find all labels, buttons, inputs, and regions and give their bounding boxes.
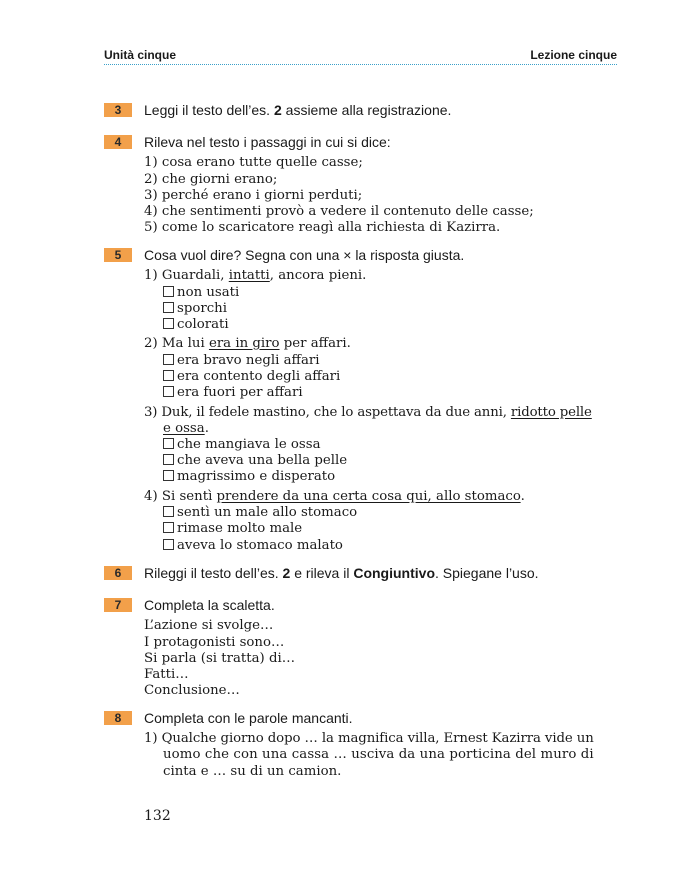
answer-option[interactable]: colorati (163, 317, 229, 333)
question-1: 1) Guardali, intatti, ancora pieni. (144, 268, 367, 283)
exercise-4-number: 4 (104, 135, 132, 149)
checkbox[interactable] (163, 370, 174, 381)
question-3: 3) Duk, il fedele mastino, che lo aspettava da due anni, ridotto pelle (144, 405, 592, 420)
answer-option[interactable]: che aveva una bella pelle (163, 453, 347, 469)
answer-option[interactable]: era bravo negli affari (163, 353, 320, 369)
answer-option[interactable]: aveva lo stomaco malato (163, 538, 343, 554)
exercise-3-number: 3 (104, 103, 132, 117)
answer-option[interactable]: rimase molto male (163, 521, 302, 537)
exercise-6-instruction: Rileggi il testo dell’es. 2 e rileva il Congiuntivo. Spiegane l’uso. (144, 565, 539, 581)
checkbox[interactable] (163, 522, 174, 533)
exercise-5-instruction: Cosa vuol dire? Segna con una × la risposta giusta. (144, 247, 465, 263)
outline-item: Si parla (si tratta) di… (144, 651, 295, 666)
answer-option[interactable]: magrissimo e disperato (163, 469, 335, 485)
checkbox[interactable] (163, 354, 174, 365)
checkbox[interactable] (163, 506, 174, 517)
answer-option[interactable]: sentì un male allo stomaco (163, 505, 357, 521)
exercise-6-number: 6 (104, 566, 132, 580)
exercise-4-instruction: Rileva nel testo i passaggi in cui si dice: (144, 134, 391, 150)
exercise-3-instruction: Leggi il testo dell’es. 2 assieme alla registrazione. (144, 102, 452, 118)
exercise-7-number: 7 (104, 598, 132, 612)
cloze-line: uomo che con una cassa … usciva da una porticina del muro di (163, 747, 594, 762)
exercise-4-item: 2) che giorni erano; (144, 172, 278, 187)
checkbox[interactable] (163, 386, 174, 397)
unit-title: Unità cinque (104, 48, 177, 62)
outline-item: I protagonisti sono… (144, 635, 285, 650)
checkbox[interactable] (163, 302, 174, 313)
exercise-4-item: 4) che sentimenti provò a vedere il contenuto delle casse; (144, 204, 534, 219)
page-header (104, 48, 617, 64)
question-3-continued: e ossa. (163, 421, 209, 436)
outline-item: L’azione si svolge… (144, 618, 274, 633)
exercise-4-item: 5) come lo scaricatore reagì alla richiesta di Kazirra. (144, 220, 501, 235)
question-4: 4) Si sentì prendere da una certa cosa qui, allo stomaco. (144, 489, 525, 504)
exercise-4-item: 3) perché erano i giorni perduti; (144, 188, 363, 203)
exercise-7-instruction: Completa la scaletta. (144, 597, 275, 613)
exercise-5-number: 5 (104, 248, 132, 262)
answer-option[interactable]: era fuori per affari (163, 385, 303, 401)
answer-option[interactable]: non usati (163, 285, 239, 301)
outline-item: Fatti… (144, 667, 189, 682)
cloze-line: 1) Qualche giorno dopo … la magnifica villa, Ernest Kazirra vide un (144, 731, 594, 746)
checkbox[interactable] (163, 318, 174, 329)
exercise-8-number: 8 (104, 711, 132, 725)
lesson-title: Lezione cinque (530, 48, 617, 62)
checkbox[interactable] (163, 539, 174, 550)
checkbox[interactable] (163, 454, 174, 465)
cloze-line: cinta e … su di un camion. (163, 764, 342, 779)
exercise-8-instruction: Completa con le parole mancanti. (144, 710, 353, 726)
outline-item: Conclusione… (144, 683, 240, 698)
exercise-4-item: 1) cosa erano tutte quelle casse; (144, 155, 363, 170)
checkbox[interactable] (163, 438, 174, 449)
answer-option[interactable]: che mangiava le ossa (163, 437, 321, 453)
answer-option[interactable]: sporchi (163, 301, 227, 317)
checkbox[interactable] (163, 286, 174, 297)
header-dotted-rule (104, 64, 617, 65)
page-number: 132 (144, 808, 171, 824)
checkbox[interactable] (163, 470, 174, 481)
question-2: 2) Ma lui era in giro per affari. (144, 336, 351, 351)
answer-option[interactable]: era contento degli affari (163, 369, 340, 385)
